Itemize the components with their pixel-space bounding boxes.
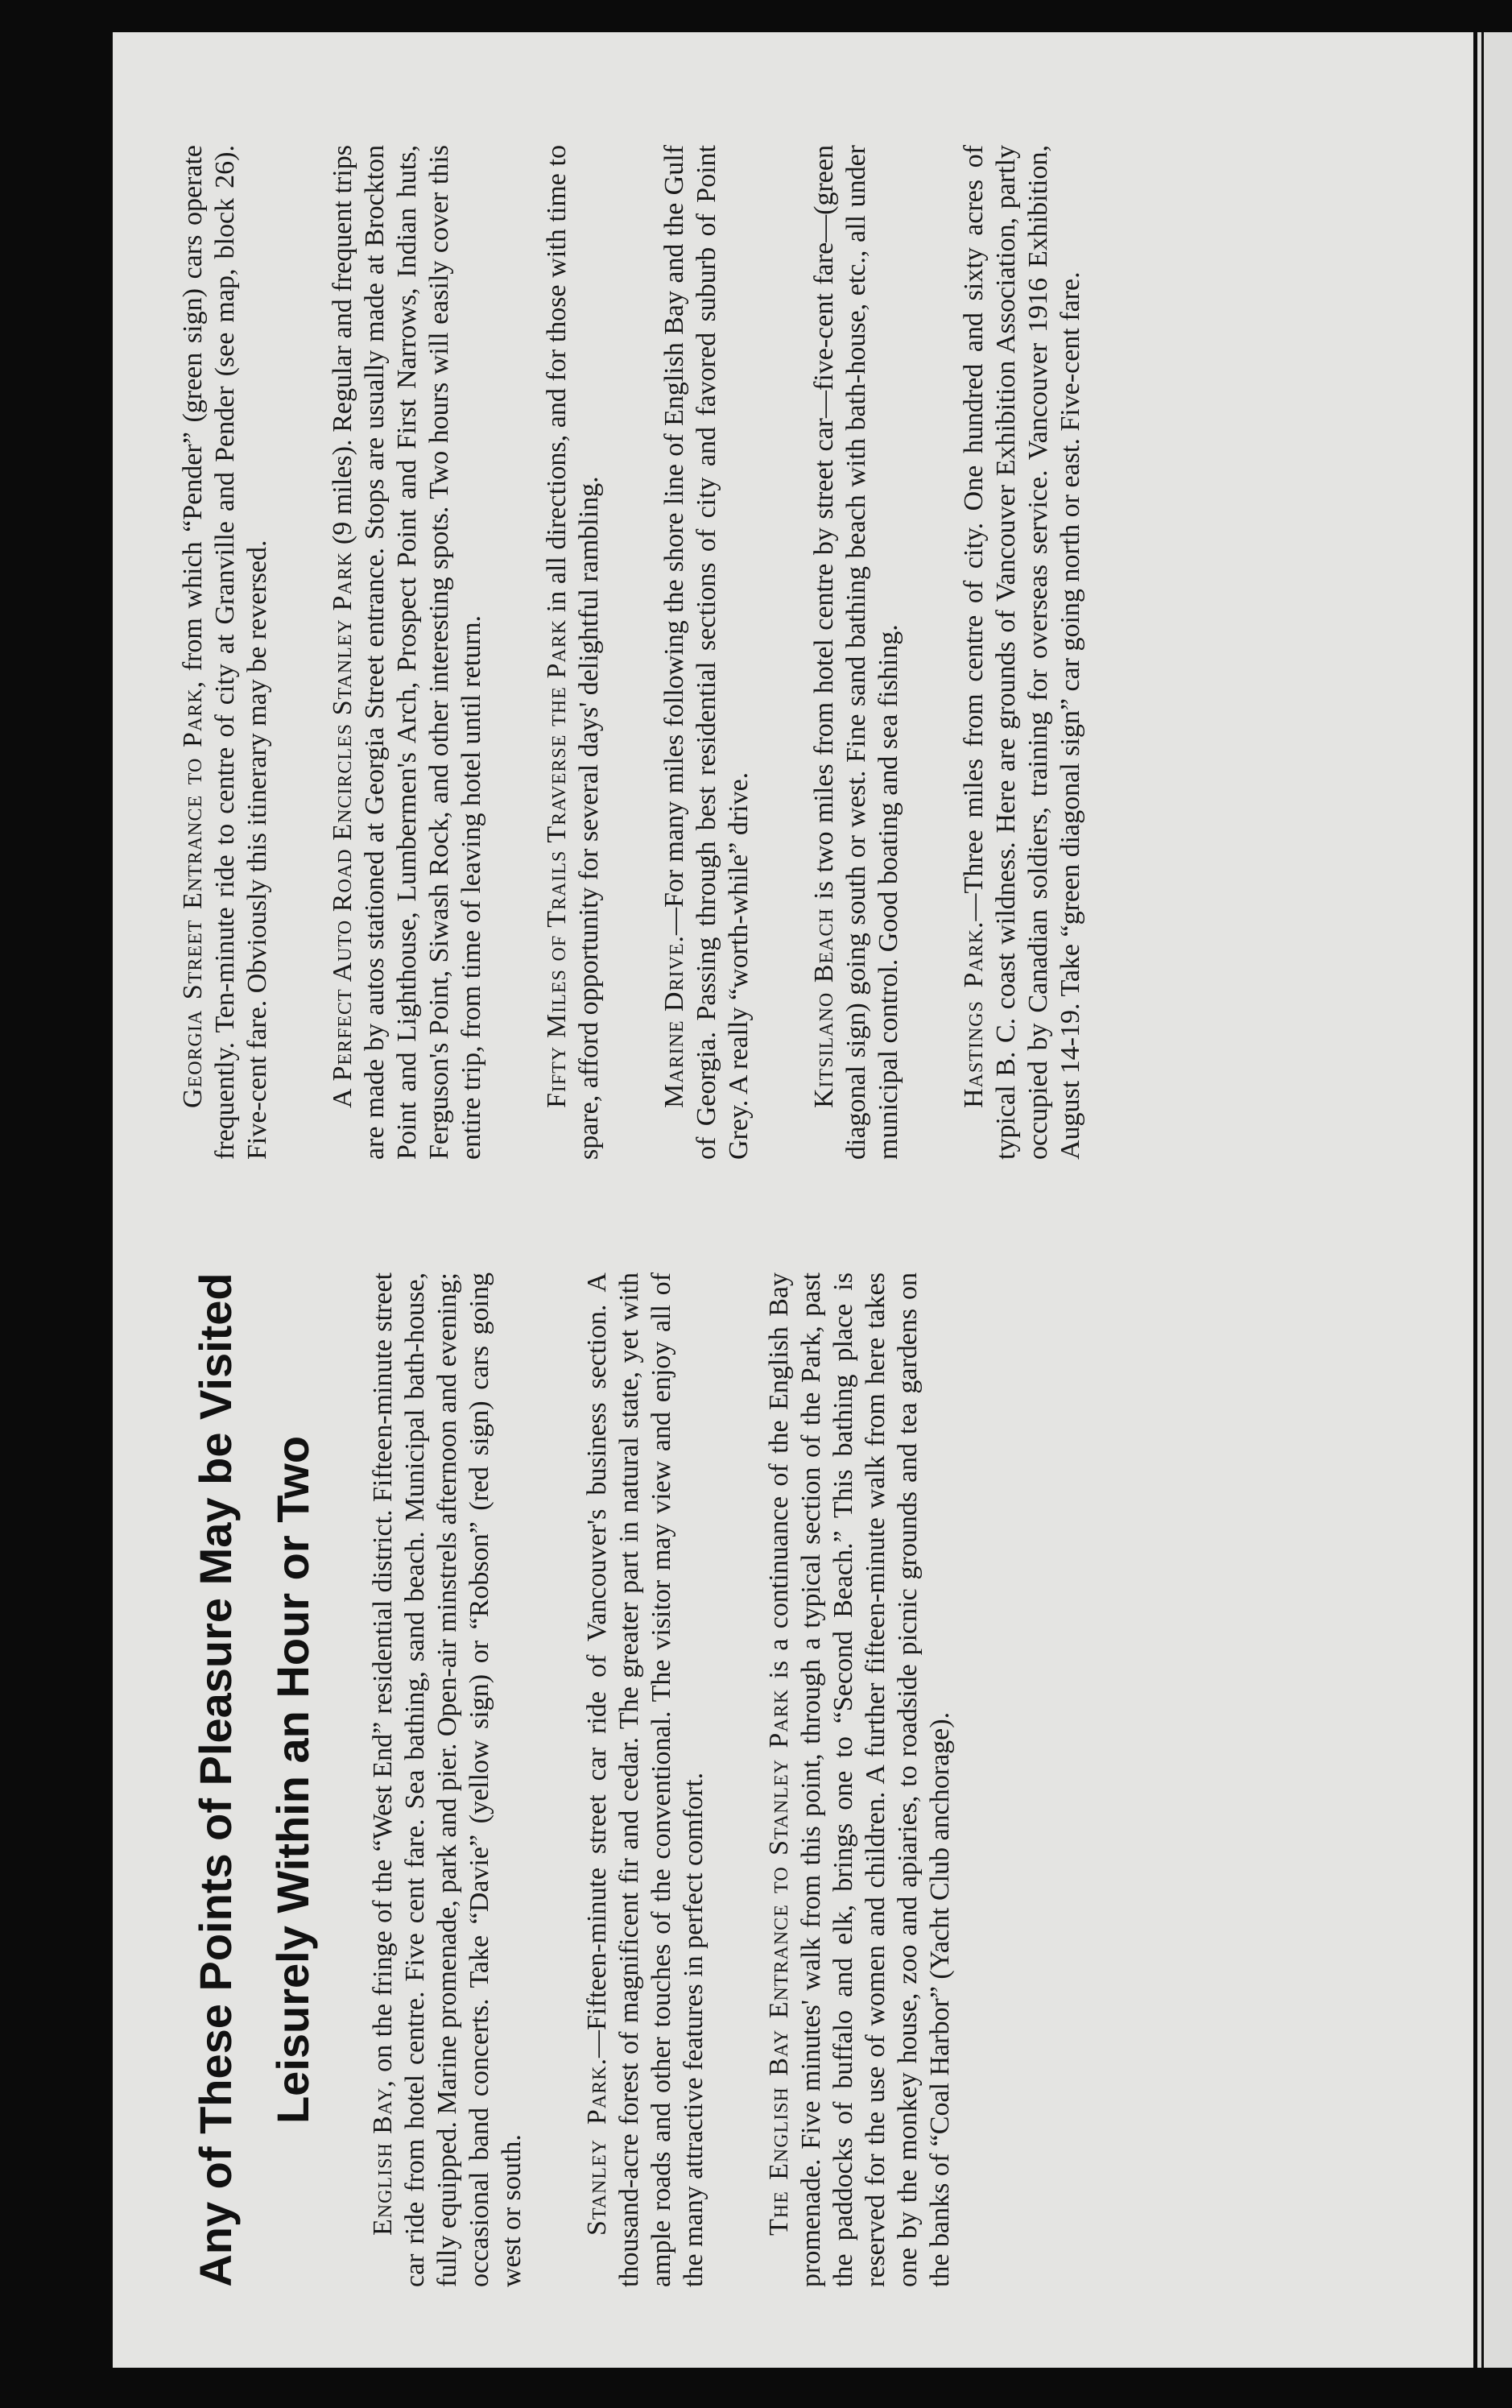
- text-kitsilano-beach: is two miles from hotel centre by street car—five-cent fare—(green diagonal sign) going south or west. Fine sand bathing beach with bath-house, etc., all under municipal control. Good boating and sea fishing.: [809, 145, 903, 1160]
- text-english-bay-entrance: is a continuance of the English Bay promenade. Five minutes' walk from this point, through a typical section of the Park, past the paddocks of buffalo and elk, brings one to “Second Beach.” This bathing place is reserved for the use of women and children. A further fifteen-minute walk from here takes one by the monkey house, zoo and apiaries, to roadside picnic grounds and tea gardens on the banks of “Coal Harbor” (Yacht Club anchorage).: [764, 1272, 955, 2287]
- paragraph-auto-road: [327, 145, 488, 1160]
- paragraph-kitsilano-beach: [808, 145, 905, 1160]
- page-fold-line: [1481, 32, 1484, 2368]
- text-english-bay: on the fringe of the “West End” residential district. Fifteen-minute street car ride from hotel centre. Five cent fare. Sea bathing, sand beach. Municipal bath-house, fully equipped. Marine promenade, park and pier. Open-air minstrels afternoon and evening; occasional band concerts. Take “Davie” (yellow sign) or “Robson” (red sign) cars going west or south.: [368, 1272, 527, 2287]
- text-georgia-street: from which “Pender” (green sign) cars operate frequently. Ten-minute ride to centre of city at Granville and Pender (see map, block 26). Five-cent fare. Obviously this itinerary may be reversed.: [178, 145, 272, 1160]
- page-title: Any of These Points of Pleasure May be Visited Leisurely Within an Hour or Two: [190, 1272, 318, 2287]
- lead-auto-road: A Perfect Auto Road Encircles Stanley Park: [328, 551, 357, 1108]
- lead-marine-drive: Marine Drive.: [659, 935, 689, 1108]
- rotated-text-block: [177, 145, 1369, 2287]
- left-column: [177, 1272, 1369, 2287]
- lead-georgia-street: Georgia Street Entrance to Park,: [178, 680, 208, 1108]
- text-auto-road: (9 miles). Regular and frequent trips are made by autos stationed at Georgia Street entrance. Stops are usually made at Brockton Point and Lighthouse, Lumbermen's Arch, Prospect Point and First Narrows, Indian huts, Ferguson's Point, Siwash Rock, and other interesting spots. Two hours will easily cover this entire trip, from time of leaving hotel until return.: [328, 145, 486, 1160]
- paragraph-marine-drive: [659, 145, 755, 1160]
- lead-stanley-park: Stanley Park.: [582, 2057, 612, 2236]
- text-marine-drive: —For many miles following the shore line of English Bay and the Gulf of Georgia. Passing through best residential sections of city and favored suburb of Point Grey. A really “worth-while” drive.: [659, 145, 754, 1160]
- paragraph-georgia-street: [177, 145, 274, 1160]
- text-hastings-park: —Three miles from centre of city. One hundred and sixty acres of typical B. C. coast wildness. Here are grounds of Vancouver Exhibition Association, partly occupied by Canadian soldiers, training for overseas service. Vancouver 1916 Exhibition, August 14-19. Take “green diagonal sign” car going north or east. Five-cent fare.: [959, 145, 1085, 1160]
- lead-fifty-miles: Fifty Miles of Trails Traverse the Park: [542, 619, 572, 1108]
- lead-english-bay-entrance: The English Bay Entrance to Stanley Park: [764, 1689, 794, 2236]
- paragraph-english-bay-entrance: [763, 1272, 956, 2287]
- lead-kitsilano-beach: Kitsilano Beach: [809, 908, 839, 1108]
- paragraph-hastings-park: [958, 145, 1087, 1160]
- text-stanley-park: —Fifteen-minute street car ride of Vancouver's business section. A thousand-acre forest of magnificent fir and cedar. The greater part in natural state, yet with ample roads and other touches of the conventional. The visitor may view and enjoy all of the many attractive features in perfect comfort.: [582, 1272, 708, 2287]
- paragraph-stanley-park: [581, 1272, 710, 2287]
- lead-hastings-park: Hastings Park.: [959, 921, 989, 1108]
- right-column: [177, 145, 1369, 1160]
- text-fifty-miles: in all directions, and for those with time to spare, afford opportunity for several days' delightful rambling.: [542, 145, 604, 1160]
- lead-english-bay: English Bay,: [368, 2079, 398, 2236]
- paragraph-fifty-miles: [541, 145, 605, 1160]
- paragraph-english-bay: [367, 1272, 528, 2287]
